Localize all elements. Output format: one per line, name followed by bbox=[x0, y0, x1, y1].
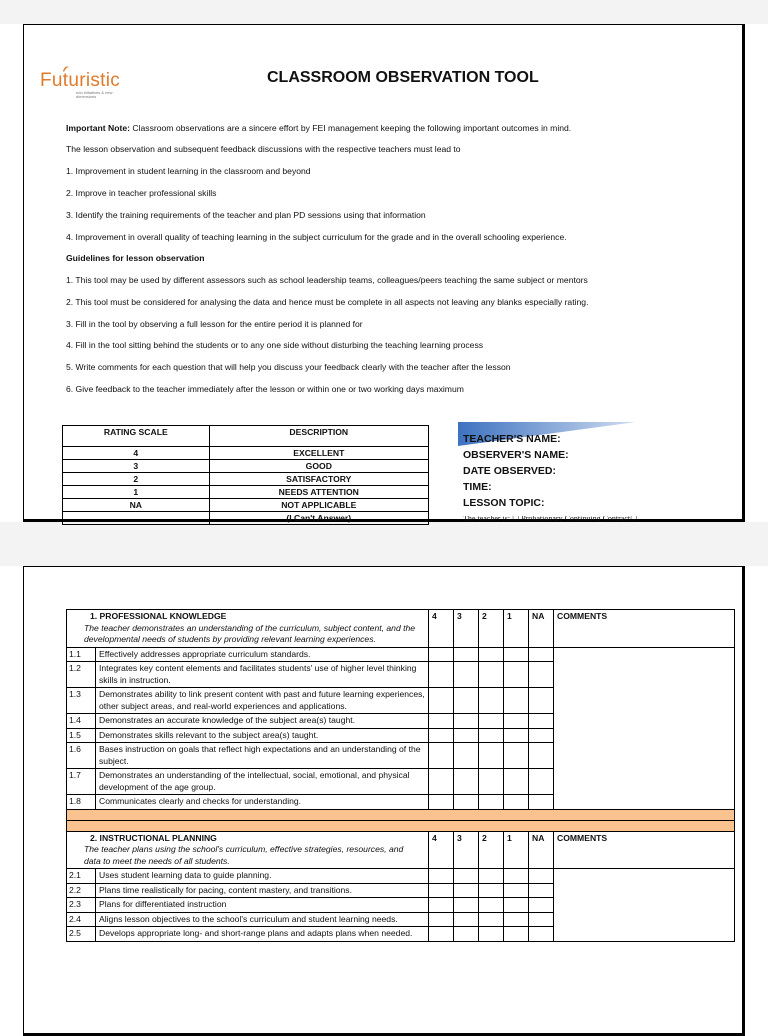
rating-column-header: 2 bbox=[479, 610, 504, 648]
rating-cell[interactable] bbox=[429, 714, 454, 729]
rating-cell[interactable] bbox=[504, 795, 529, 810]
rating-cell[interactable] bbox=[429, 647, 454, 662]
rating-cell[interactable] bbox=[429, 728, 454, 743]
rating-cell[interactable] bbox=[504, 912, 529, 927]
document-page-2 bbox=[23, 566, 745, 1036]
rating-column-header: 4 bbox=[429, 831, 454, 869]
important-note-label: Important Note: bbox=[66, 123, 130, 133]
rating-cell[interactable] bbox=[504, 647, 529, 662]
rating-cell[interactable] bbox=[479, 769, 504, 795]
criteria-text: Uses student learning data to guide planning. bbox=[96, 869, 429, 884]
rating-cell[interactable] bbox=[479, 728, 504, 743]
comments-cell[interactable] bbox=[554, 869, 735, 942]
rating-cell[interactable] bbox=[504, 883, 529, 898]
criteria-row bbox=[67, 869, 735, 884]
rating-cell[interactable] bbox=[429, 883, 454, 898]
rating-cell[interactable] bbox=[429, 688, 454, 714]
rating-row bbox=[63, 512, 429, 525]
guideline-item: 3. Fill in the tool by observing a full lesson for the entire period it is planned for bbox=[66, 319, 363, 329]
rating-cell[interactable] bbox=[454, 927, 479, 942]
lesson-topic-field: LESSON TOPIC: bbox=[463, 497, 545, 509]
rating-column-header: 3 bbox=[454, 610, 479, 648]
criteria-number: 1.7 bbox=[67, 769, 96, 795]
criteria-text: Demonstrates an understanding of the intellectual, social, emotional, and physical development of the age group. bbox=[96, 769, 429, 795]
rating-cell[interactable] bbox=[479, 662, 504, 688]
rating-cell[interactable] bbox=[454, 912, 479, 927]
rating-cell[interactable] bbox=[504, 728, 529, 743]
criteria-number: 2.5 bbox=[67, 927, 96, 942]
rating-cell[interactable] bbox=[504, 898, 529, 913]
outcome-item: 2. Improve in teacher professional skills bbox=[66, 188, 217, 198]
page-gap bbox=[0, 0, 768, 24]
logo-name: Futuristic bbox=[40, 70, 121, 91]
comments-header: COMMENTS bbox=[554, 610, 735, 648]
rating-cell[interactable] bbox=[479, 927, 504, 942]
rating-cell[interactable] bbox=[429, 898, 454, 913]
rating-column-header: 1 bbox=[504, 831, 529, 869]
criteria-number: 2.3 bbox=[67, 898, 96, 913]
rating-cell[interactable] bbox=[504, 869, 529, 884]
rating-cell[interactable] bbox=[454, 795, 479, 810]
criteria-text: Aligns lesson objectives to the school's curriculum and student learning needs. bbox=[96, 912, 429, 927]
rating-cell[interactable] bbox=[529, 647, 554, 662]
rating-cell[interactable] bbox=[429, 769, 454, 795]
criteria-number: 1.6 bbox=[67, 743, 96, 769]
criteria-number: 1.8 bbox=[67, 795, 96, 810]
rating-cell[interactable] bbox=[479, 714, 504, 729]
criteria-number: 1.5 bbox=[67, 728, 96, 743]
rating-cell[interactable] bbox=[454, 898, 479, 913]
criteria-number: 2.1 bbox=[67, 869, 96, 884]
rating-description: NOT APPLICABLE bbox=[209, 499, 428, 512]
rating-scale-table bbox=[62, 425, 429, 525]
guidelines-heading: Guidelines for lesson observation bbox=[66, 253, 205, 263]
criteria-text: Bases instruction on goals that reflect high expectations and an understanding of the subject. bbox=[96, 743, 429, 769]
rating-cell[interactable] bbox=[529, 728, 554, 743]
section-header-row bbox=[67, 831, 735, 869]
comments-cell[interactable] bbox=[554, 647, 735, 809]
section-description: The teacher plans using the school's curriculum, effective strategies, resources, and data to meet the needs of all students. bbox=[84, 844, 404, 866]
rating-cell[interactable] bbox=[454, 743, 479, 769]
guideline-item: 5. Write comments for each question that will help you discuss your feedback clearly with the teacher after the lesson bbox=[66, 362, 511, 372]
logo-tagline: edu initiatives & new dimensions bbox=[76, 90, 113, 99]
criteria-number: 1.2 bbox=[67, 662, 96, 688]
rating-cell[interactable] bbox=[429, 869, 454, 884]
criteria-text: Communicates clearly and checks for understanding. bbox=[96, 795, 429, 810]
rating-cell[interactable] bbox=[529, 898, 554, 913]
rating-cell[interactable] bbox=[529, 869, 554, 884]
rating-column-header: 4 bbox=[429, 610, 454, 648]
rating-value: 1 bbox=[63, 486, 210, 499]
rating-cell[interactable] bbox=[529, 662, 554, 688]
rating-cell[interactable] bbox=[454, 869, 479, 884]
guideline-item: 4. Fill in the tool sitting behind the students or to any one side without disturbing the teaching learning process bbox=[66, 340, 484, 350]
section-description: The teacher demonstrates an understanding of the curriculum, subject content, and the developmental needs of students by providing relevant learning experiences. bbox=[84, 622, 416, 644]
rating-value: 3 bbox=[63, 460, 210, 473]
section-header bbox=[67, 610, 429, 648]
rating-column-header: 1 bbox=[504, 610, 529, 648]
criteria-number: 1.1 bbox=[67, 647, 96, 662]
guideline-item: 6. Give feedback to the teacher immediately after the lesson or within one or two working days maximum bbox=[66, 384, 464, 394]
futuristic-logo bbox=[40, 63, 120, 103]
criteria-number: 2.2 bbox=[67, 883, 96, 898]
rating-value: NA bbox=[63, 499, 210, 512]
rating-cell[interactable] bbox=[429, 795, 454, 810]
rating-cell[interactable] bbox=[479, 898, 504, 913]
criteria-text: Plans for differentiated instruction bbox=[96, 898, 429, 913]
rating-cell[interactable] bbox=[504, 662, 529, 688]
rating-cell[interactable] bbox=[479, 869, 504, 884]
important-note bbox=[66, 123, 571, 133]
important-note-text: Classroom observations are a sincere effort by FEI management keeping the following important outcomes in mind. bbox=[129, 123, 572, 133]
page-gap bbox=[0, 522, 768, 566]
outcome-item: 1. Improvement in student learning in the classroom and beyond bbox=[66, 166, 311, 176]
section-header bbox=[67, 831, 429, 869]
teacher-name-field: TEACHER'S NAME: bbox=[463, 433, 561, 445]
rating-cell[interactable] bbox=[529, 769, 554, 795]
rating-cell[interactable] bbox=[504, 927, 529, 942]
section-divider bbox=[67, 820, 735, 831]
rating-column-header: NA bbox=[529, 831, 554, 869]
rating-cell[interactable] bbox=[479, 912, 504, 927]
outcome-item: 3. Identify the training requirements of the teacher and plan PD sessions using that information bbox=[66, 210, 426, 220]
rating-scale-header: RATING SCALE bbox=[63, 426, 210, 447]
rating-value bbox=[63, 512, 210, 525]
rating-cell[interactable] bbox=[529, 688, 554, 714]
rating-cell[interactable] bbox=[429, 927, 454, 942]
rating-cell[interactable] bbox=[504, 743, 529, 769]
criteria-number: 1.4 bbox=[67, 714, 96, 729]
comments-header: COMMENTS bbox=[554, 831, 735, 869]
rating-cell[interactable] bbox=[479, 647, 504, 662]
outcome-item: 4. Improvement in overall quality of teaching learning in the subject curriculum for the grade and in the overall schooling experience. bbox=[66, 232, 567, 242]
rating-row bbox=[63, 486, 429, 499]
rating-cell[interactable] bbox=[504, 714, 529, 729]
rating-cell[interactable] bbox=[454, 883, 479, 898]
rating-cell[interactable] bbox=[454, 662, 479, 688]
rating-cell[interactable] bbox=[529, 927, 554, 942]
page-title: CLASSROOM OBSERVATION TOOL bbox=[267, 69, 539, 86]
rating-cell[interactable] bbox=[454, 769, 479, 795]
criteria-number: 1.3 bbox=[67, 688, 96, 714]
criteria-row bbox=[67, 647, 735, 662]
rating-header-row bbox=[63, 426, 429, 447]
guideline-item: 2. This tool must be considered for analysing the data and hence must be complete in all aspects not leaving any blanks especially rating. bbox=[66, 297, 589, 307]
criteria-number: 2.4 bbox=[67, 912, 96, 927]
criteria-text: Demonstrates an accurate knowledge of the subject area(s) taught. bbox=[96, 714, 429, 729]
rating-cell[interactable] bbox=[529, 912, 554, 927]
rating-cell[interactable] bbox=[429, 912, 454, 927]
rating-cell[interactable] bbox=[479, 688, 504, 714]
lead-in: The lesson observation and subsequent feedback discussions with the respective teachers must lead to bbox=[66, 144, 461, 154]
rating-cell[interactable] bbox=[454, 688, 479, 714]
section-header-row bbox=[67, 610, 735, 648]
rating-cell[interactable] bbox=[479, 883, 504, 898]
rating-value: 2 bbox=[63, 473, 210, 486]
rating-value: 4 bbox=[63, 447, 210, 460]
rating-row bbox=[63, 473, 429, 486]
rating-cell[interactable] bbox=[429, 743, 454, 769]
rating-row bbox=[63, 447, 429, 460]
contract-type-text: The teacher is: ☐ Probationary Continuing Contract☐ bbox=[463, 516, 638, 522]
section-divider bbox=[67, 809, 735, 820]
contract-type-line bbox=[463, 516, 637, 522]
criteria-text: Demonstrates skills relevant to the subject area(s) taught. bbox=[96, 728, 429, 743]
rating-description: GOOD bbox=[209, 460, 428, 473]
rating-cell[interactable] bbox=[529, 883, 554, 898]
rating-cell[interactable] bbox=[529, 795, 554, 810]
description-header: DESCRIPTION bbox=[209, 426, 428, 447]
criteria-text: Demonstrates ability to link present content with past and future learning experiences, other subject areas, and real-world experiences and applications. bbox=[96, 688, 429, 714]
rating-description: NEEDS ATTENTION bbox=[209, 486, 428, 499]
rating-cell[interactable] bbox=[479, 743, 504, 769]
section-title: 2. INSTRUCTIONAL PLANNING bbox=[90, 832, 217, 843]
rating-description: EXCELLENT bbox=[209, 447, 428, 460]
rating-cell[interactable] bbox=[454, 728, 479, 743]
rating-description: (I Can't Answer) bbox=[209, 512, 428, 525]
section-divider-row bbox=[67, 820, 735, 831]
rating-column-header: 2 bbox=[479, 831, 504, 869]
rating-cell[interactable] bbox=[429, 662, 454, 688]
criteria-text: Develops appropriate long- and short-range plans and adapts plans when needed. bbox=[96, 927, 429, 942]
rating-column-header: NA bbox=[529, 610, 554, 648]
rating-cell[interactable] bbox=[454, 647, 479, 662]
criteria-text: Plans time realistically for pacing, content mastery, and transitions. bbox=[96, 883, 429, 898]
rating-cell[interactable] bbox=[454, 714, 479, 729]
rating-row bbox=[63, 499, 429, 512]
rating-cell[interactable] bbox=[479, 795, 504, 810]
document-page-1 bbox=[23, 24, 745, 522]
rating-row bbox=[63, 460, 429, 473]
criteria-text: Effectively addresses appropriate curriculum standards. bbox=[96, 647, 429, 662]
section-title: 1. PROFESSIONAL KNOWLEDGE bbox=[90, 611, 227, 621]
rating-column-header: 3 bbox=[454, 831, 479, 869]
rating-cell[interactable] bbox=[529, 714, 554, 729]
date-observed-field: DATE OBSERVED: bbox=[463, 465, 556, 477]
observer-name-field: OBSERVER'S NAME: bbox=[463, 449, 569, 461]
rating-cell[interactable] bbox=[529, 743, 554, 769]
criteria-text: Integrates key content elements and facilitates students' use of higher level thinking skills in instruction. bbox=[96, 662, 429, 688]
section-divider-row bbox=[67, 809, 735, 820]
time-field: TIME: bbox=[463, 481, 492, 493]
rating-cell[interactable] bbox=[504, 769, 529, 795]
rating-cell[interactable] bbox=[504, 688, 529, 714]
rating-description: SATISFACTORY bbox=[209, 473, 428, 486]
observation-table bbox=[66, 609, 735, 942]
guideline-item: 1. This tool may be used by different assessors such as school leadership teams, colleagues/peers teaching the same subject or mentors bbox=[66, 275, 588, 285]
